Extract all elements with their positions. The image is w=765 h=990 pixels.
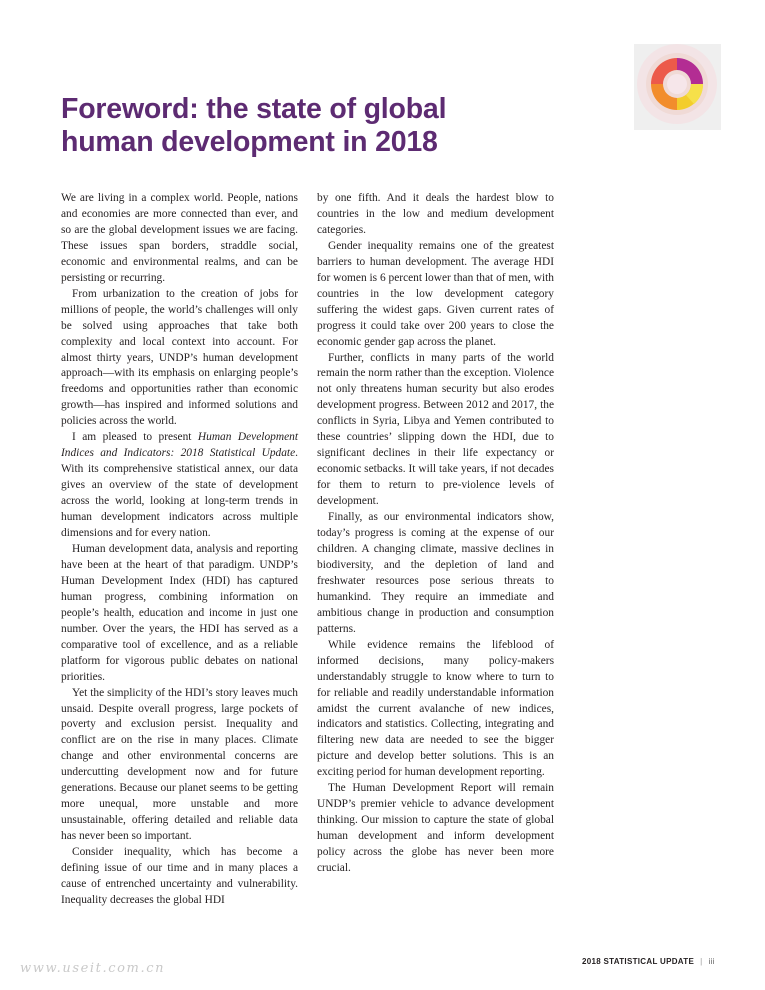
paragraph: The Human Development Report will remain UNDP’s premier vehicle to advance development thinking. Our mission to capture the state of global human development and inform development policy across the globe has never been more crucial. xyxy=(317,782,554,875)
footer-separator: | xyxy=(700,957,703,966)
body-column-left xyxy=(61,191,298,909)
footer-label: 2018 STATISTICAL UPDATE xyxy=(582,957,695,966)
paragraph: by one fifth. And it deals the hardest blow to countries in the low and medium development categories. xyxy=(317,192,554,236)
title-line-2: human development in 2018 xyxy=(61,126,438,158)
paragraph: Finally, as our environmental indicators show, today’s progress is coming at the expense of our children. A changing climate, massive declines in biodiversity, and the depletion of land and freshwater resources pose serious threats to humankind. They require an immediate and ambitious change in production and consumption patterns. xyxy=(317,511,554,635)
page-title xyxy=(61,93,446,159)
body-column-right xyxy=(317,191,554,877)
page-number: iii xyxy=(708,957,715,966)
paragraph xyxy=(61,430,298,542)
paragraph-text: I am pleased to present xyxy=(72,431,198,444)
paragraph: While evidence remains the lifeblood of informed decisions, many policy-makers understandably struggle to know where to turn to for reliable and readily understandable information amidst the current avalanche of new indices, indicators and statistics. Collecting, integrating and filtering new data are needed to see the bigger picture and develop better solutions. This is an exciting period for human development reporting. xyxy=(317,638,554,779)
paragraph-text: . With its comprehensive statistical annex, our data gives an overview of the state of development across the world, looking at long-term trends in human development indicators across multiple dimensions and for every nation. xyxy=(61,447,298,540)
paragraph: Yet the simplicity of the HDI’s story leaves much unsaid. Despite overall progress, large pockets of poverty and exclusion persist. Inequality and conflict are on the rise in many places. Climate change and other environmental concerns are undercutting development now and for future generations. Because our planet seems to be getting more unequal, more unstable and more unsustainable, offering detailed and reliable data has never been so important. xyxy=(61,686,298,843)
watermark: www.useit.com.cn xyxy=(20,961,166,976)
paragraph: We are living in a complex world. People, nations and economies are more connected than ever, and so are the global development issues we are facing. These issues span borders, straddle social, economic and environmental realms, and can be persisting or recurring. xyxy=(61,192,298,284)
paragraph: Consider inequality, which has become a defining issue of our time and in many places a cause of entrenched uncertainty and vulnerability. Inequality decreases the global HDI xyxy=(61,846,298,906)
title-line-1: Foreword: the state of global xyxy=(61,93,447,125)
paragraph: Gender inequality remains one of the greatest barriers to human development. The average HDI for women is 6 percent lower than that of men, with countries in the low development category suffering the widest gaps. Given current rates of progress it could take over 200 years to close the economic gender gap across the planet. xyxy=(317,239,554,348)
paragraph: Human development data, analysis and reporting have been at the heart of that paradigm. UNDP’s Human Development Index (HDI) has captured human progress, combining information on people’s health, education and income in just one number. Over the years, the HDI has served as a comparative tool of excellence, and as a reliable platform for vigorous public debates on national priorities. xyxy=(61,542,298,683)
page-footer xyxy=(582,957,715,966)
report-title: Human Development Indices and Indicators: 2018 Statistical Update xyxy=(61,431,298,460)
paragraph: Further, conflicts in many parts of the world remain the norm rather than the exception. Violence not only threatens human security but also erodes development progress. Between 2012 and 2017, the conflicts in Syria, Libya and Yemen contributed to these countries’ slipping down the HDI, due to significant declines in their life expectancy or economic setbacks. It will take years, if not decades for them to return to pre-violence levels of development. xyxy=(317,351,554,508)
paragraph: From urbanization to the creation of jobs for millions of people, the world’s challenges will only be solved using approaches that take both complexity and local context into account. For almost thirty years, UNDP’s human development approach—with its emphasis on enlarging people’s freedoms and opportunities rather than economic growth—has inspired and informed solutions and policies across the world. xyxy=(61,287,298,428)
hdi-ring-emblem-icon xyxy=(634,44,721,130)
